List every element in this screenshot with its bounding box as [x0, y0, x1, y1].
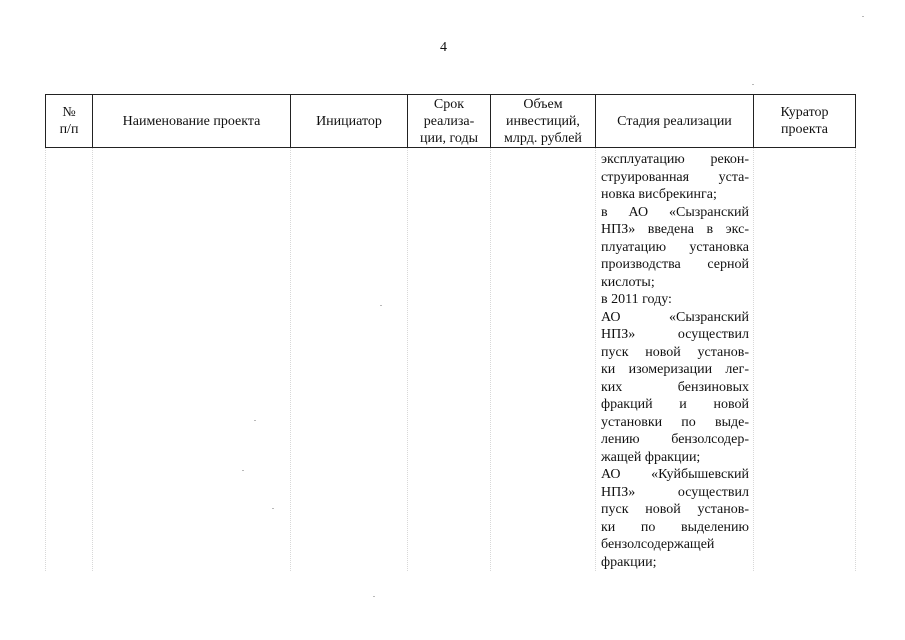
table-header-row [46, 95, 856, 148]
stage-text-line: эксплуатацию рекон- [601, 152, 749, 167]
stage-text-line: новка висбрекинга; [601, 187, 717, 202]
header-initiator: Инициатор [291, 95, 408, 148]
header-number: № п/п [46, 95, 93, 148]
stage-text [601, 151, 749, 571]
header-curator: Куратор проекта [754, 95, 856, 148]
stage-text-line: лению бензолсодер- [601, 432, 749, 447]
stage-text-line: АО «Куйбышевский [601, 467, 749, 482]
cell-curator [754, 148, 856, 572]
stage-text-line: ки изомеризации лег- [601, 362, 749, 377]
cell-term [408, 148, 491, 572]
header-project-name: Наименование проекта [93, 95, 291, 148]
stage-text-line: ких бензиновых [601, 379, 749, 395]
header-investment: Объем инвестиций, млрд. рублей [491, 95, 596, 148]
page-number: 4 [440, 40, 447, 55]
scan-speck [242, 470, 244, 471]
stage-text-line: пуск новой установ- [601, 344, 749, 360]
stage-text-line: струированная уста- [601, 169, 749, 185]
stage-text-line: в 2011 году: [601, 292, 672, 307]
scan-speck [862, 16, 864, 17]
stage-text-line: фракции; [601, 554, 657, 570]
stage-text-line: производства серной [601, 257, 749, 272]
scan-speck [752, 84, 754, 85]
stage-text-line: установки по выде- [601, 414, 749, 430]
stage-text-line: фракций и новой [601, 397, 749, 412]
stage-text-line: плуатацию установка [601, 239, 749, 255]
cell-project-name [93, 148, 291, 572]
stage-text-line: жащей фракции; [601, 449, 701, 465]
stage-text-line: в АО «Сызранский [601, 204, 749, 220]
header-term: Срок реализа- ции, годы [408, 95, 491, 148]
stage-text-line: НПЗ» осуществил [601, 484, 749, 500]
stage-text-line: НПЗ» введена в экс- [601, 222, 749, 237]
scan-speck [272, 508, 274, 509]
projects-table [45, 94, 856, 571]
stage-text-line: кислоты; [601, 274, 655, 290]
stage-text-line: пуск новой установ- [601, 502, 749, 517]
table-row [46, 148, 856, 572]
header-stage: Стадия реализации [596, 95, 754, 148]
stage-text-line: НПЗ» осуществил [601, 327, 749, 342]
stage-text-line: АО «Сызранский [601, 309, 749, 325]
cell-investment [491, 148, 596, 572]
stage-text-line: бензолсодержащей [601, 537, 715, 552]
cell-number [46, 148, 93, 572]
scan-speck [254, 420, 256, 421]
stage-text-line: ки по выделению [601, 519, 749, 535]
cell-stage [596, 148, 754, 572]
scan-speck [373, 596, 375, 597]
scan-speck [380, 305, 382, 306]
cell-initiator [291, 148, 408, 572]
